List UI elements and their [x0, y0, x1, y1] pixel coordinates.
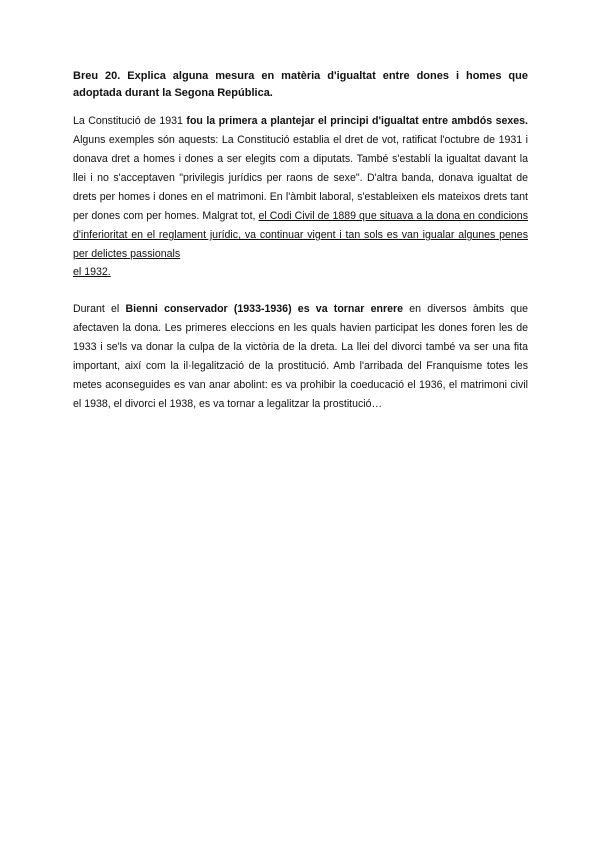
bold-statement: fou la primera a plantejar el principi d'igualtat entre ambdós sexes.	[186, 115, 528, 127]
underlined-year: el 1932.	[73, 266, 111, 278]
paragraph-text: La Constitució de 1931	[73, 115, 187, 127]
paragraph-text: Durant el	[73, 303, 126, 315]
paragraph-constitution	[73, 112, 528, 264]
paragraph-conservative-biennium	[73, 300, 528, 414]
question-heading: Breu 20. Explica alguna mesura en matèria d'igualtat entre dones i homes que adoptada durant la Segona República.	[73, 70, 528, 99]
paragraph-text: en diversos àmbits que afectaven la dona. Les primeres eleccions en les quals havien participat les dones foren les de 1933 i se'ls va donar la culpa de la victòria de la dreta. La llei del divorci també va ser una fita important, així com la il·legalització de la prostitució. Amb l'arribada del Franquisme totes les metes aconseguides es van anar abolint: es va prohibir la coeducació el 1936, el matrimoni civil el 1938, el divorci el 1938, es va tornar a legalitzar la prostitució…	[73, 303, 529, 410]
bold-statement: Bienni conservador (1933-1936) es va tornar enrere	[125, 303, 404, 315]
underlined-text: el Codi Civil de 1889 que situava a la dona en condicions d'inferioritat en el reglament jurídic, va continuar vigent i tan sols es van igualar algunes penes per delictes passionals	[73, 210, 528, 260]
paragraph-text: Alguns exemples són aquests: La Constitució establia el dret de vot, ratificat l'octubre de 1931 i donava dret a homes i dones a ser elegits com a diputats. També s'establí la igualtat davant la llei i no s'acceptaven "privilegis jurídics per raons de sexe". D'altra banda, donava igualtat de drets per homes i dones en el matrimoni. En l'àmbit laboral, s'estableixen els mateixos drets tant per dones com per homes. Malgrat tot,	[73, 134, 528, 222]
paragraph-spacer	[73, 281, 528, 300]
document-page	[73, 68, 528, 414]
